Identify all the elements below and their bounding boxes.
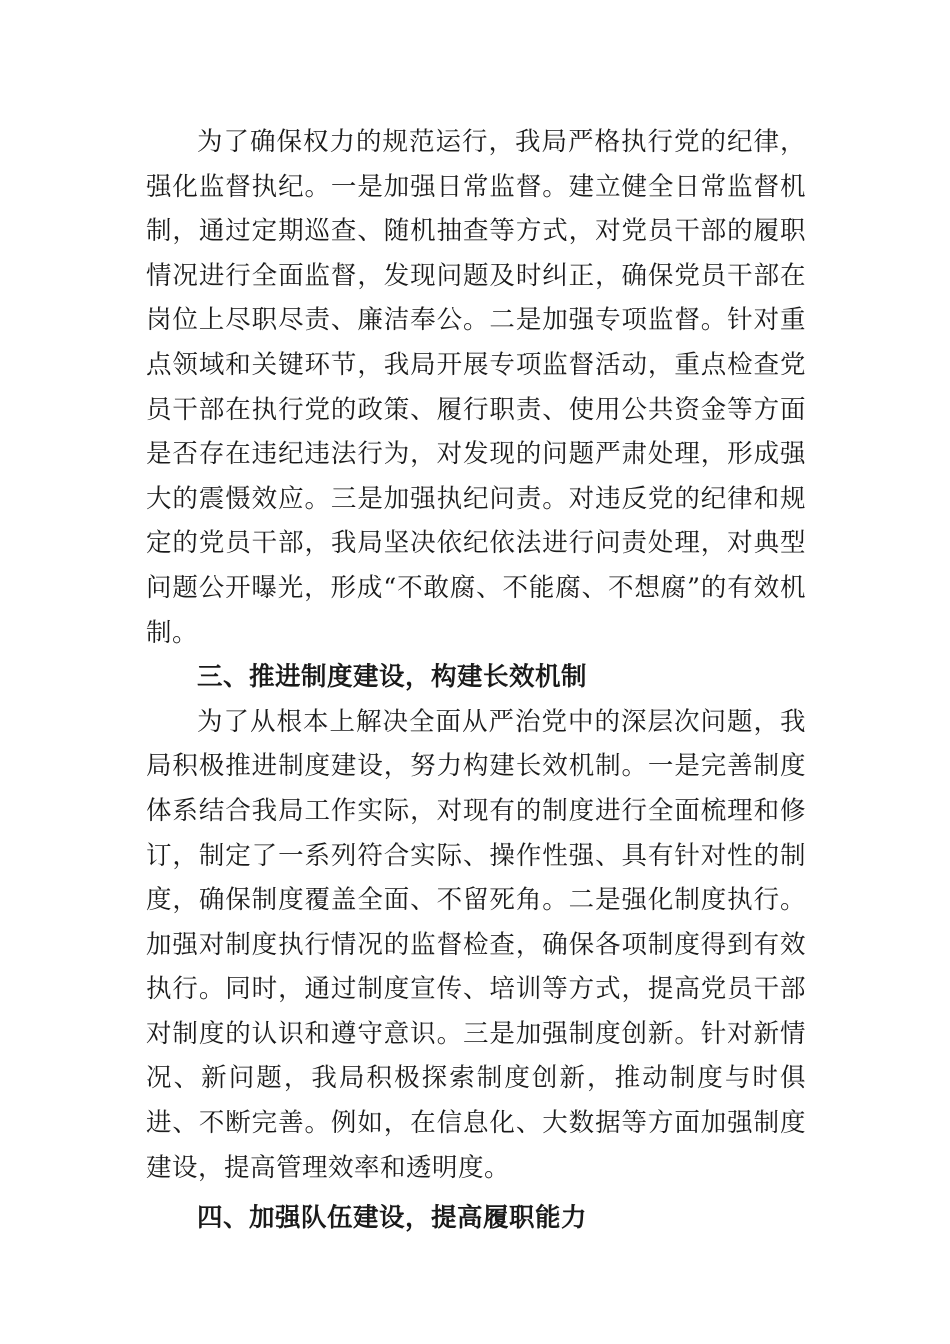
document-page (146, 120, 806, 1241)
heading-section-4: 四、加强队伍建设，提高履职能力 (197, 1203, 588, 1234)
heading-section-3: 三、推进制度建设，构建长效机制 (197, 662, 588, 693)
paragraph-supervision: 为了确保权力的规范运行，我局严格执行党的纪律，强化监督执纪。一是加强日常监督。建立健全日常监督机制，通过定期巡查、随机抽查等方式，对党员干部的履职情况进行全面监督，发现问题及时纠正，确保党员干部在岗位上尽职尽责、廉洁奉公。二是加强专项监督。针对重点领域和关键环节，我局开展专项监督活动，重点检查党员干部在执行党的政策、履行职责、使用公共资金等方面是否存在违纪违法行为，对发现的问题严肃处理，形成强大的震慑效应。三是加强执纪问责。对违反党的纪律和规定的党员干部，我局坚决依纪依法进行问责处理，对典型问题公开曝光，形成“不敢腐、不能腐、不想腐”的有效机制。 (146, 127, 806, 648)
paragraph-system-building: 为了从根本上解决全面从严治党中的深层次问题，我局积极推进制度建设，努力构建长效机制。一是完善制度体系结合我局工作实际，对现有的制度进行全面梳理和修订，制定了一系列符合实际、操作性强、具有针对性的制度，确保制度覆盖全面、不留死角。二是强化制度执行。加强对制度执行情况的监督检查，确保各项制度得到有效执行。同时，通过制度宣传、培训等方式，提高党员干部对制度的认识和遵守意识。三是加强制度创新。针对新情况、新问题，我局积极探索制度创新，推动制度与时俱进、不断完善。例如，在信息化、大数据等方面加强制度建设，提高管理效率和透明度。 (146, 706, 806, 1183)
